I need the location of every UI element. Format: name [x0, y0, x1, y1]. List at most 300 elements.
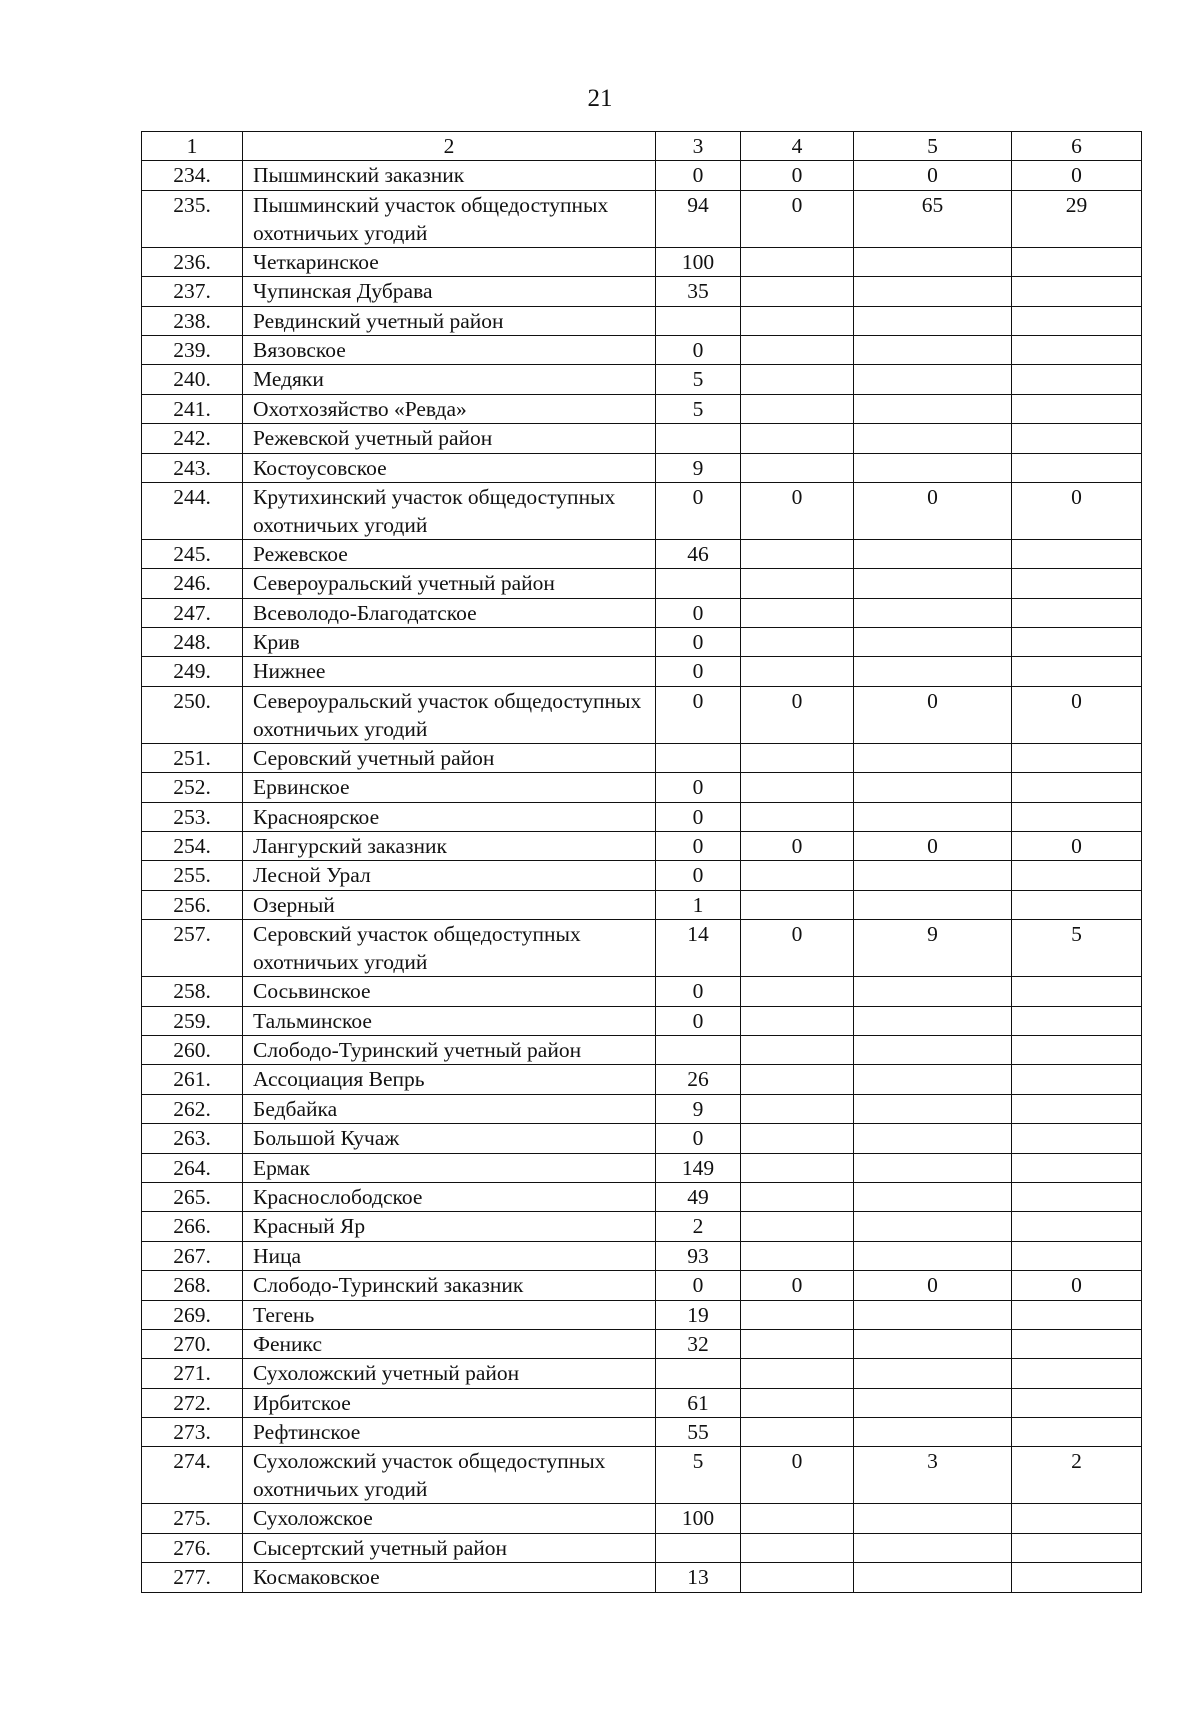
row-name-cell: Сухоложский участок общедоступных охотничьих угодий: [243, 1447, 656, 1504]
col-3-cell: 0: [656, 1124, 741, 1153]
col-4-cell: [741, 1124, 854, 1153]
col-6-cell: [1012, 1006, 1142, 1035]
row-number-cell: 270.: [142, 1329, 243, 1358]
table-row: [142, 1094, 1142, 1123]
col-6-cell: [1012, 861, 1142, 890]
col-3-cell: 0: [656, 686, 741, 743]
row-number-cell: 248.: [142, 628, 243, 657]
row-number-cell: 271.: [142, 1359, 243, 1388]
table-header-row: [142, 132, 1142, 161]
col-4-cell: 0: [741, 161, 854, 190]
row-number-cell: 257.: [142, 920, 243, 977]
col-3-cell: [656, 424, 741, 453]
table-row: [142, 190, 1142, 247]
table-row: [142, 1212, 1142, 1241]
row-name-cell: Рефтинское: [243, 1418, 656, 1447]
row-number-cell: 238.: [142, 306, 243, 335]
col-3-cell: 0: [656, 977, 741, 1006]
row-name-cell: Серовский участок общедоступных охотничьих угодий: [243, 920, 656, 977]
row-name-cell: Лангурский заказник: [243, 832, 656, 861]
row-number-cell: 262.: [142, 1094, 243, 1123]
col-3-cell: 13: [656, 1563, 741, 1592]
col-4-cell: [741, 1418, 854, 1447]
col-6-cell: [1012, 1563, 1142, 1592]
col-4-cell: [741, 569, 854, 598]
row-name-cell: Ревдинский учетный район: [243, 306, 656, 335]
col-6-cell: [1012, 773, 1142, 802]
col-6-cell: 0: [1012, 161, 1142, 190]
table-row: [142, 1533, 1142, 1562]
table-row: [142, 1388, 1142, 1417]
col-3-cell: 0: [656, 861, 741, 890]
col-3-cell: 0: [656, 628, 741, 657]
col-5-cell: 0: [854, 1271, 1012, 1300]
row-name-cell: Ассоциация Вепрь: [243, 1065, 656, 1094]
col-3-cell: 9: [656, 453, 741, 482]
col-4-cell: [741, 424, 854, 453]
row-name-cell: Космаковское: [243, 1563, 656, 1592]
row-number-cell: 255.: [142, 861, 243, 890]
col-3-cell: 93: [656, 1241, 741, 1270]
col-5-cell: [854, 306, 1012, 335]
col-3-cell: 26: [656, 1065, 741, 1094]
col-4-cell: [741, 628, 854, 657]
row-name-cell: Тальминское: [243, 1006, 656, 1035]
col-5-cell: [854, 1153, 1012, 1182]
row-number-cell: 243.: [142, 453, 243, 482]
col-5-cell: [854, 1359, 1012, 1388]
col-6-cell: [1012, 802, 1142, 831]
header-col-4: 4: [741, 132, 854, 161]
col-6-cell: [1012, 977, 1142, 1006]
col-6-cell: [1012, 1124, 1142, 1153]
row-number-cell: 272.: [142, 1388, 243, 1417]
table-row: [142, 539, 1142, 568]
col-3-cell: 149: [656, 1153, 741, 1182]
col-3-cell: 0: [656, 161, 741, 190]
col-6-cell: [1012, 1212, 1142, 1241]
col-3-cell: 2: [656, 1212, 741, 1241]
data-table: [141, 131, 1142, 1593]
col-3-cell: 1: [656, 890, 741, 919]
col-6-cell: 29: [1012, 190, 1142, 247]
row-name-cell: Ирбитское: [243, 1388, 656, 1417]
col-6-cell: [1012, 1504, 1142, 1533]
col-6-cell: [1012, 539, 1142, 568]
col-6-cell: [1012, 1241, 1142, 1270]
col-4-cell: [741, 657, 854, 686]
col-5-cell: 0: [854, 161, 1012, 190]
table-row: [142, 657, 1142, 686]
col-3-cell: 46: [656, 539, 741, 568]
row-number-cell: 274.: [142, 1447, 243, 1504]
row-name-cell: Медяки: [243, 365, 656, 394]
table-row: [142, 161, 1142, 190]
col-4-cell: [741, 1212, 854, 1241]
col-6-cell: [1012, 335, 1142, 364]
row-name-cell: Нижнее: [243, 657, 656, 686]
col-3-cell: 5: [656, 1447, 741, 1504]
row-name-cell: Пышминский участок общедоступных охотничьих угодий: [243, 190, 656, 247]
col-3-cell: 14: [656, 920, 741, 977]
col-4-cell: [741, 453, 854, 482]
col-6-cell: 0: [1012, 1271, 1142, 1300]
row-name-cell: Ермак: [243, 1153, 656, 1182]
col-4-cell: [741, 394, 854, 423]
table-row: [142, 977, 1142, 1006]
table-row: [142, 1153, 1142, 1182]
col-5-cell: [854, 657, 1012, 686]
row-number-cell: 249.: [142, 657, 243, 686]
row-number-cell: 247.: [142, 598, 243, 627]
col-5-cell: [854, 424, 1012, 453]
row-number-cell: 266.: [142, 1212, 243, 1241]
row-name-cell: Четкаринское: [243, 247, 656, 276]
col-5-cell: [854, 598, 1012, 627]
col-3-cell: 0: [656, 482, 741, 539]
row-number-cell: 239.: [142, 335, 243, 364]
row-name-cell: Краснослободское: [243, 1182, 656, 1211]
col-5-cell: 9: [854, 920, 1012, 977]
row-name-cell: Ница: [243, 1241, 656, 1270]
col-5-cell: [854, 1182, 1012, 1211]
col-3-cell: [656, 1035, 741, 1064]
col-3-cell: 35: [656, 277, 741, 306]
row-number-cell: 253.: [142, 802, 243, 831]
row-name-cell: Охотхозяйство «Ревда»: [243, 394, 656, 423]
col-6-cell: [1012, 394, 1142, 423]
col-4-cell: [741, 306, 854, 335]
col-5-cell: 0: [854, 832, 1012, 861]
col-4-cell: [741, 277, 854, 306]
table-row: [142, 773, 1142, 802]
col-6-cell: [1012, 1065, 1142, 1094]
col-6-cell: [1012, 1329, 1142, 1358]
col-5-cell: [854, 1065, 1012, 1094]
col-3-cell: 49: [656, 1182, 741, 1211]
col-5-cell: 0: [854, 482, 1012, 539]
header-col-3: 3: [656, 132, 741, 161]
col-5-cell: [854, 394, 1012, 423]
col-3-cell: [656, 1359, 741, 1388]
col-4-cell: 0: [741, 1271, 854, 1300]
table-row: [142, 1271, 1142, 1300]
col-5-cell: [854, 890, 1012, 919]
row-number-cell: 252.: [142, 773, 243, 802]
row-name-cell: Озерный: [243, 890, 656, 919]
row-number-cell: 251.: [142, 743, 243, 772]
col-5-cell: [854, 1563, 1012, 1592]
col-6-cell: [1012, 306, 1142, 335]
table-row: [142, 1182, 1142, 1211]
row-number-cell: 263.: [142, 1124, 243, 1153]
header-col-6: 6: [1012, 132, 1142, 161]
col-4-cell: [741, 802, 854, 831]
col-5-cell: [854, 1241, 1012, 1270]
row-number-cell: 267.: [142, 1241, 243, 1270]
col-5-cell: [854, 1212, 1012, 1241]
row-number-cell: 235.: [142, 190, 243, 247]
row-number-cell: 234.: [142, 161, 243, 190]
row-number-cell: 236.: [142, 247, 243, 276]
col-4-cell: 0: [741, 832, 854, 861]
col-4-cell: 0: [741, 190, 854, 247]
col-3-cell: 0: [656, 1271, 741, 1300]
col-3-cell: 55: [656, 1418, 741, 1447]
col-4-cell: [741, 335, 854, 364]
row-number-cell: 273.: [142, 1418, 243, 1447]
col-4-cell: [741, 247, 854, 276]
col-4-cell: [741, 1065, 854, 1094]
table-row: [142, 453, 1142, 482]
table-row: [142, 277, 1142, 306]
table-row: [142, 1300, 1142, 1329]
col-6-cell: [1012, 1388, 1142, 1417]
row-name-cell: Слободо-Туринский учетный район: [243, 1035, 656, 1064]
col-4-cell: [741, 890, 854, 919]
header-col-5: 5: [854, 132, 1012, 161]
col-6-cell: [1012, 569, 1142, 598]
col-3-cell: 61: [656, 1388, 741, 1417]
col-4-cell: [741, 365, 854, 394]
row-name-cell: Слободо-Туринский заказник: [243, 1271, 656, 1300]
col-3-cell: 100: [656, 1504, 741, 1533]
col-4-cell: [741, 1329, 854, 1358]
col-3-cell: 94: [656, 190, 741, 247]
col-4-cell: [741, 1241, 854, 1270]
col-4-cell: [741, 1035, 854, 1064]
col-4-cell: [741, 1153, 854, 1182]
col-6-cell: [1012, 1153, 1142, 1182]
row-name-cell: Ервинское: [243, 773, 656, 802]
row-number-cell: 240.: [142, 365, 243, 394]
col-4-cell: [741, 1006, 854, 1035]
table-row: [142, 832, 1142, 861]
row-name-cell: Сухоложское: [243, 1504, 656, 1533]
col-5-cell: [854, 1504, 1012, 1533]
col-5-cell: [854, 1035, 1012, 1064]
col-5-cell: [854, 247, 1012, 276]
row-name-cell: Сысертский учетный район: [243, 1533, 656, 1562]
col-6-cell: [1012, 1533, 1142, 1562]
row-number-cell: 259.: [142, 1006, 243, 1035]
col-6-cell: 0: [1012, 686, 1142, 743]
col-5-cell: [854, 1418, 1012, 1447]
col-3-cell: 32: [656, 1329, 741, 1358]
col-4-cell: 0: [741, 482, 854, 539]
row-name-cell: Крив: [243, 628, 656, 657]
col-6-cell: [1012, 657, 1142, 686]
table-row: [142, 1359, 1142, 1388]
col-5-cell: [854, 802, 1012, 831]
table-row: [142, 1329, 1142, 1358]
col-3-cell: 5: [656, 365, 741, 394]
row-name-cell: Вязовское: [243, 335, 656, 364]
col-5-cell: [854, 1329, 1012, 1358]
col-5-cell: [854, 773, 1012, 802]
col-4-cell: 0: [741, 920, 854, 977]
table-row: [142, 1035, 1142, 1064]
row-name-cell: Всеволодо-Благодатское: [243, 598, 656, 627]
row-number-cell: 268.: [142, 1271, 243, 1300]
row-name-cell: Лесной Урал: [243, 861, 656, 890]
col-6-cell: 0: [1012, 482, 1142, 539]
col-5-cell: [854, 1006, 1012, 1035]
row-number-cell: 244.: [142, 482, 243, 539]
col-6-cell: [1012, 365, 1142, 394]
table-row: [142, 861, 1142, 890]
table-row: [142, 890, 1142, 919]
table-row: [142, 743, 1142, 772]
row-number-cell: 260.: [142, 1035, 243, 1064]
row-number-cell: 237.: [142, 277, 243, 306]
row-name-cell: Сосьвинское: [243, 977, 656, 1006]
row-number-cell: 261.: [142, 1065, 243, 1094]
row-name-cell: Красноярское: [243, 802, 656, 831]
row-name-cell: Режевской учетный район: [243, 424, 656, 453]
row-number-cell: 269.: [142, 1300, 243, 1329]
col-4-cell: 0: [741, 1447, 854, 1504]
col-4-cell: 0: [741, 686, 854, 743]
col-6-cell: [1012, 277, 1142, 306]
col-6-cell: [1012, 743, 1142, 772]
col-3-cell: [656, 306, 741, 335]
col-5-cell: 0: [854, 686, 1012, 743]
col-6-cell: [1012, 1418, 1142, 1447]
header-col-1: 1: [142, 132, 243, 161]
table-row: [142, 306, 1142, 335]
col-4-cell: [741, 861, 854, 890]
row-name-cell: Бедбайка: [243, 1094, 656, 1123]
col-3-cell: 0: [656, 657, 741, 686]
col-4-cell: [741, 1388, 854, 1417]
col-4-cell: [741, 1094, 854, 1123]
col-6-cell: 5: [1012, 920, 1142, 977]
col-5-cell: [854, 335, 1012, 364]
table-row: [142, 1447, 1142, 1504]
row-number-cell: 250.: [142, 686, 243, 743]
table-row: [142, 569, 1142, 598]
col-5-cell: [854, 628, 1012, 657]
table-row: [142, 1065, 1142, 1094]
col-3-cell: 19: [656, 1300, 741, 1329]
col-3-cell: 0: [656, 1006, 741, 1035]
row-number-cell: 242.: [142, 424, 243, 453]
col-3-cell: 0: [656, 802, 741, 831]
col-6-cell: [1012, 1094, 1142, 1123]
col-5-cell: [854, 539, 1012, 568]
col-3-cell: 100: [656, 247, 741, 276]
table-row: [142, 482, 1142, 539]
col-5-cell: [854, 1124, 1012, 1153]
table-row: [142, 598, 1142, 627]
col-5-cell: 3: [854, 1447, 1012, 1504]
row-number-cell: 256.: [142, 890, 243, 919]
table-row: [142, 1418, 1142, 1447]
col-5-cell: [854, 1533, 1012, 1562]
row-number-cell: 246.: [142, 569, 243, 598]
col-5-cell: 65: [854, 190, 1012, 247]
table-row: [142, 628, 1142, 657]
table-body: [142, 161, 1142, 1592]
col-5-cell: [854, 1388, 1012, 1417]
col-3-cell: 9: [656, 1094, 741, 1123]
col-6-cell: [1012, 1359, 1142, 1388]
table-row: [142, 335, 1142, 364]
row-name-cell: Крутихинский участок общедоступных охотничьих угодий: [243, 482, 656, 539]
col-5-cell: [854, 1094, 1012, 1123]
col-6-cell: [1012, 1035, 1142, 1064]
table-row: [142, 802, 1142, 831]
row-name-cell: Костоусовское: [243, 453, 656, 482]
row-number-cell: 277.: [142, 1563, 243, 1592]
col-3-cell: [656, 743, 741, 772]
col-6-cell: [1012, 628, 1142, 657]
col-3-cell: 0: [656, 773, 741, 802]
row-name-cell: Большой Кучаж: [243, 1124, 656, 1153]
col-6-cell: [1012, 1182, 1142, 1211]
col-5-cell: [854, 1300, 1012, 1329]
row-name-cell: Серовский учетный район: [243, 743, 656, 772]
table-row: [142, 424, 1142, 453]
row-name-cell: Сухоложский учетный район: [243, 1359, 656, 1388]
col-5-cell: [854, 977, 1012, 1006]
col-3-cell: [656, 569, 741, 598]
col-4-cell: [741, 977, 854, 1006]
col-3-cell: [656, 1533, 741, 1562]
col-5-cell: [854, 365, 1012, 394]
col-5-cell: [854, 569, 1012, 598]
table-row: [142, 1563, 1142, 1592]
row-name-cell: Чупинская Дубрава: [243, 277, 656, 306]
table-row: [142, 686, 1142, 743]
row-number-cell: 264.: [142, 1153, 243, 1182]
table-row: [142, 365, 1142, 394]
table-row: [142, 1124, 1142, 1153]
col-3-cell: 0: [656, 335, 741, 364]
header-col-2: 2: [243, 132, 656, 161]
table-row: [142, 1006, 1142, 1035]
col-6-cell: [1012, 598, 1142, 627]
col-3-cell: 0: [656, 832, 741, 861]
row-number-cell: 258.: [142, 977, 243, 1006]
row-name-cell: Красный Яр: [243, 1212, 656, 1241]
table-row: [142, 1241, 1142, 1270]
row-name-cell: Режевское: [243, 539, 656, 568]
col-5-cell: [854, 277, 1012, 306]
row-number-cell: 275.: [142, 1504, 243, 1533]
col-6-cell: 0: [1012, 832, 1142, 861]
col-4-cell: [741, 1182, 854, 1211]
col-6-cell: [1012, 453, 1142, 482]
table-row: [142, 1504, 1142, 1533]
col-6-cell: [1012, 424, 1142, 453]
row-number-cell: 241.: [142, 394, 243, 423]
col-4-cell: [741, 539, 854, 568]
col-6-cell: 2: [1012, 1447, 1142, 1504]
row-number-cell: 245.: [142, 539, 243, 568]
col-4-cell: [741, 1533, 854, 1562]
col-4-cell: [741, 1563, 854, 1592]
col-4-cell: [741, 1300, 854, 1329]
col-5-cell: [854, 453, 1012, 482]
col-5-cell: [854, 861, 1012, 890]
table-row: [142, 920, 1142, 977]
col-6-cell: [1012, 247, 1142, 276]
col-4-cell: [741, 1359, 854, 1388]
row-number-cell: 254.: [142, 832, 243, 861]
col-6-cell: [1012, 1300, 1142, 1329]
